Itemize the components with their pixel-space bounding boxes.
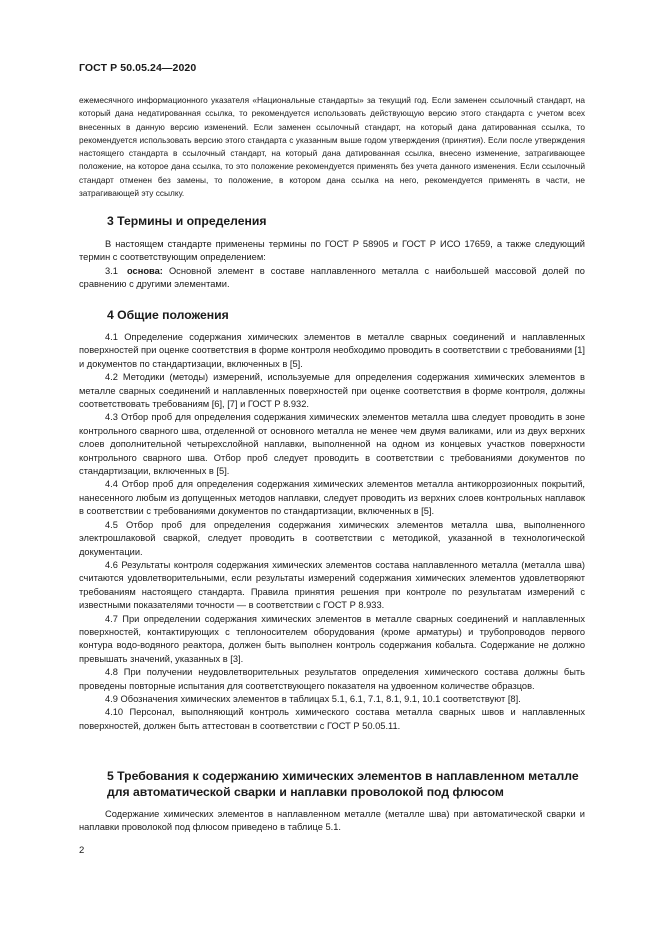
paragraph-4-3: 4.3 Отбор проб для определения содержания химических элементов металла шва следует проводить в зоне контрольного сварного шва, отделенной от основного металла не менее чем двумя валиками, или из двух верхних слоев дополнительной четырехслойной наплавки, выполненной на одном из концевых участков поверхности контрольного сварного шва. Отбор проб следует проводить в соответствии с требованиями документов по стандартизации, включенных в [5]. [79, 412, 585, 477]
paragraph-4-9: 4.9 Обозначения химических элементов в таблицах 5.1, 6.1, 7.1, 8.1, 9.1, 10.1 соответствуют [8]. [105, 693, 521, 704]
term-number: 3.1 [105, 265, 118, 276]
section-5-heading: 5 Требования к содержанию химических элементов в наплавленном металле для автоматической сварки и наплавки проволокой под флюсом [107, 769, 579, 799]
term-definition [79, 265, 585, 292]
section-4-heading: 4 Общие положения [107, 308, 229, 322]
paragraph-4-4: 4.4 Отбор проб для определения содержания химических элементов металла антикоррозионных покрытий, нанесенного любым из допущенных методов наплавки, следует проводить из верхних слоев контрольных наплавок в соответствии с требованиями документов по стандартизации, включенных в [5]. [79, 479, 585, 517]
paragraph-4-6: 4.6 Результаты контроля содержания химических элементов состава наплавленного металла (металла шва) считаются удовлетворительными, если результаты измерений содержания химических элементов удовлетворяют требованиям настоящего стандарта. Правила принятия решения при контроле по результатам измерений с известными показателями точности — в соответствии с ГОСТ Р 8.933. [79, 559, 585, 611]
paragraph-4-10: 4.10 Персонал, выполняющий контроль химического состава металла сварных швов и наплавленных поверхностей, должен быть аттестован в соответствии с ГОСТ Р 50.05.11. [79, 707, 585, 731]
term-name: основа: [127, 265, 163, 276]
document-header: ГОСТ Р 50.05.24—2020 [79, 62, 197, 74]
paragraph-4-8: 4.8 При получении неудовлетворительных результатов определения химического состава должны быть проведены повторные испытания для соответствующего показателя на удвоенном количестве образцов. [79, 667, 585, 691]
section-3-body [79, 238, 585, 292]
page-number: 2 [79, 845, 85, 856]
section-5-text: Содержание химических элементов в наплавленном металле (металле шва) при автоматической сварки и наплавки проволокой под флюсом приведено в таблице 5.1. [79, 809, 585, 833]
paragraph-4-5: 4.5 Отбор проб для определения содержания химических элементов металла шва, выполненного электрошлаковой сваркой, следует проводить в соответствии с методикой, указанной в технологической документации. [79, 519, 585, 557]
paragraph-4-7: 4.7 При определении содержания химических элементов в металле сварных соединений и наплавленных поверхностей, контактирующих с теплоносителем оборудования (кроме арматуры) и трубопроводов первого контура водо-водяного реактора, должен быть выполнен контроль содержания кобальта. Содержание не должно превышать значений, указанных в [3]. [79, 613, 585, 664]
section-3-heading: 3 Термины и определения [107, 214, 267, 228]
section-3-intro: В настоящем стандарте применены термины по ГОСТ Р 58905 и ГОСТ Р ИСО 17659, а также следующий термин с соответствующим определением: [79, 239, 585, 263]
section-4-body [79, 331, 585, 733]
term-text: Основной элемент в составе наплавленного металла с наибольшей массовой долей по сравнению с другими элементами. [79, 265, 585, 290]
intro-paragraph: ежемесячного информационного указателя «Национальные стандарты» за текущий год. Если заменен ссылочный стандарт, на который дана недатированная ссылка, то рекомендуется использовать действующую версию этого стандарта с учетом всех внесенных в данную версию изменений. Если заменен ссылочный стандарт, на который дана датированная ссылка, то рекомендуется использовать версию этого стандарта с указанным выше годом утверждения (принятия). Если после утверждения настоящего стандарта в ссылочный стандарт, на который дана датированная ссылка, внесено изменение, затрагивающее положение, на которое дана ссылка, то это положение рекомендуется применять без учета данного изменения. Если ссылочный стандарт отменен без замены, то положение, в котором дана ссылка на него, рекомендуется применять в части, не затрагивающей эту ссылку. [79, 95, 585, 199]
intro-text [79, 94, 585, 200]
paragraph-4-2: 4.2 Методики (методы) измерений, используемые для определения содержания химических элементов в металле сварных соединений и наплавленных поверхностей при оценке соответствия в форме контроля, должны соответствовать требованиям [6], [7] и ГОСТ Р 8.932. [79, 372, 585, 410]
section-5-body [79, 808, 585, 835]
paragraph-4-1: 4.1 Определение содержания химических элементов в металле сварных соединений и наплавленных поверхностей при оценке соответствия в форме контроля необходимо проводить в соответствии с требованиями [1] и документов по стандартизации, включенных в [5]. [79, 332, 585, 369]
